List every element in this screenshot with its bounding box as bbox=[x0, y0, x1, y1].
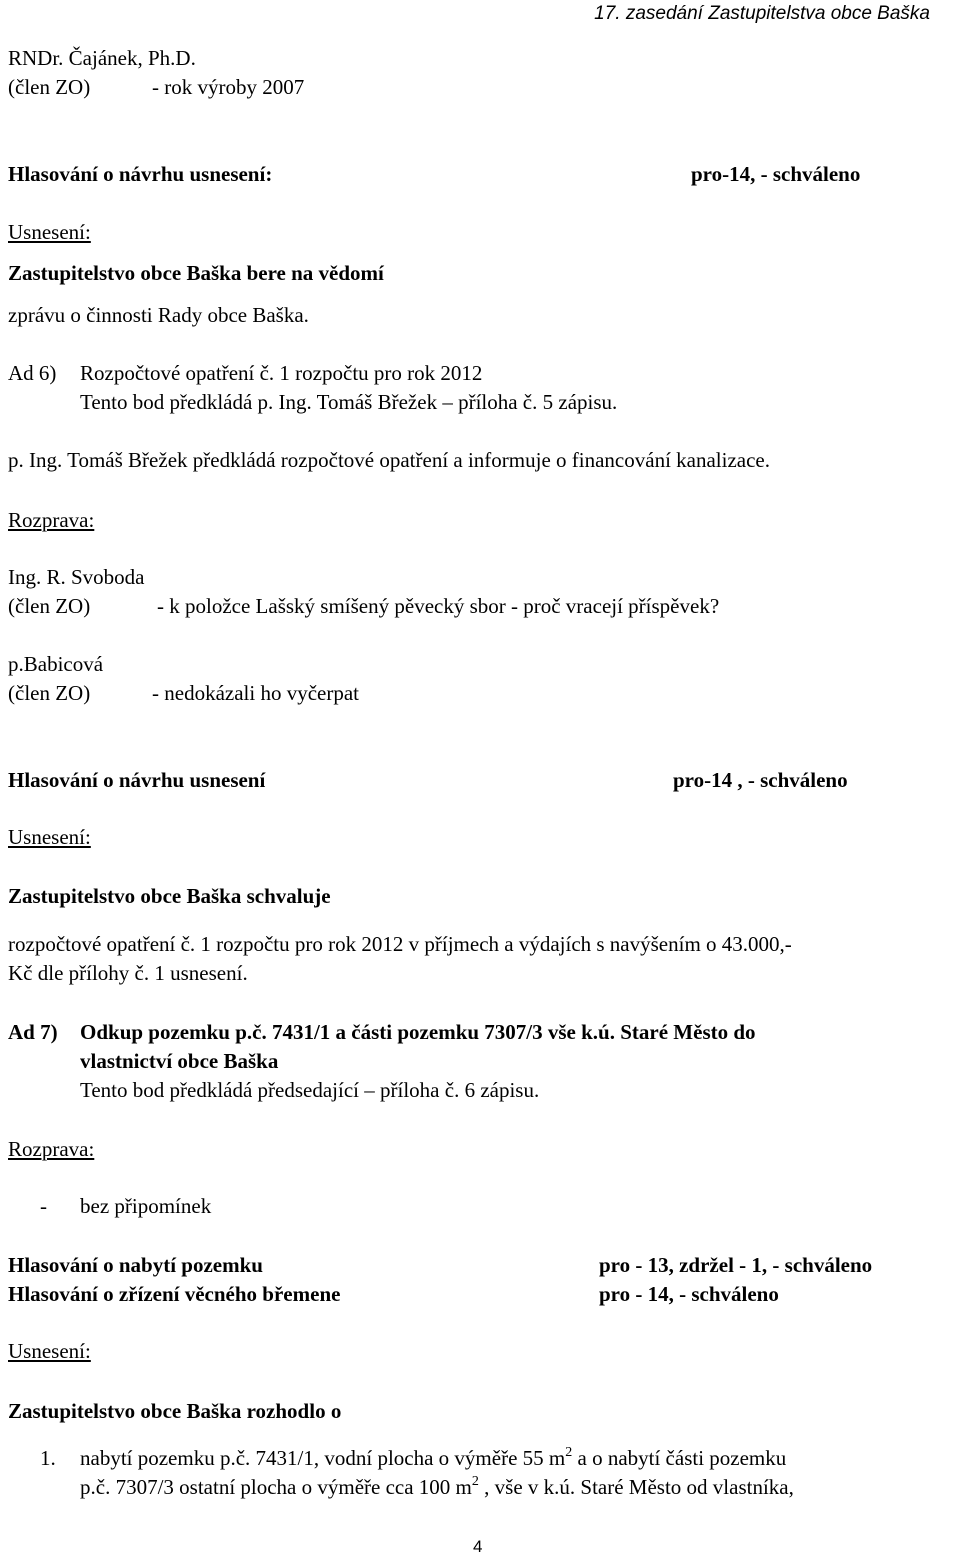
vote-result: pro - 13, zdržel - 1, - schváleno bbox=[599, 1253, 873, 1277]
speaker-comment: - nedokázali ho vyčerpat bbox=[152, 681, 359, 705]
discussion-label: Rozprava: bbox=[8, 1137, 95, 1161]
resolution-text: zprávu o činnosti Rady obce Baška. bbox=[8, 303, 309, 327]
resolution-label: Usnesení: bbox=[8, 220, 91, 244]
vote-result: pro-14, - schváleno bbox=[691, 162, 861, 186]
resolution-title: Zastupitelstvo obce Baška schvaluje bbox=[8, 884, 331, 908]
discussion-text: bez připomínek bbox=[80, 1194, 212, 1218]
vote-result: pro - 14, - schváleno bbox=[599, 1282, 779, 1306]
speaker-name: p.Babicová bbox=[8, 652, 104, 676]
speaker-remark: - rok výroby 2007 bbox=[152, 75, 305, 99]
speaker-name: RNDr. Čajánek, Ph.D. bbox=[8, 46, 196, 70]
agenda-item-presenter: Tento bod předkládá předsedající – příloha č. 6 zápisu. bbox=[80, 1078, 540, 1102]
vote-label: Hlasování o návrhu usnesení: bbox=[8, 162, 273, 186]
resolution-label: Usnesení: bbox=[8, 1339, 91, 1363]
page-number: 4 bbox=[473, 1537, 483, 1556]
agenda-item-presenter: Tento bod předkládá p. Ing. Tomáš Břežek – příloha č. 5 zápisu. bbox=[80, 390, 618, 414]
vote-label: Hlasování o nabytí pozemku bbox=[8, 1253, 263, 1277]
speaker-comment: - k položce Lašský smíšený pěvecký sbor - proč vracejí příspěvek? bbox=[157, 594, 720, 618]
agenda-item-number: Ad 6) bbox=[8, 361, 57, 385]
vote-label: Hlasování o návrhu usnesení bbox=[8, 768, 266, 792]
resolution-title: Zastupitelstvo obce Baška rozhodlo o bbox=[8, 1399, 342, 1423]
speaker-role: (člen ZO) bbox=[8, 594, 91, 618]
agenda-item-intro: p. Ing. Tomáš Břežek předkládá rozpočtové opatření a informuje o financování kanalizace. bbox=[8, 448, 770, 472]
discussion-dash: - bbox=[40, 1194, 47, 1218]
resolution-text-line-2: Kč dle přílohy č. 1 usnesení. bbox=[8, 961, 248, 985]
list-item-number: 1. bbox=[40, 1446, 56, 1470]
agenda-item-title-line-1: Odkup pozemku p.č. 7431/1 a části pozemku 7307/3 vše k.ú. Staré Město do bbox=[80, 1020, 756, 1044]
list-item-line-1: nabytí pozemku p.č. 7431/1, vodní plocha o výměře 55 $m^2$ a o nabytí části pozemku bbox=[80, 1445, 787, 1470]
discussion-label: Rozprava: bbox=[8, 508, 95, 532]
vote-result: pro-14 , - schváleno bbox=[673, 768, 848, 792]
vote-label: Hlasování o zřízení věcného břemene bbox=[8, 1282, 341, 1306]
speaker-role: (člen ZO) bbox=[8, 681, 91, 705]
resolution-text-line-1: rozpočtové opatření č. 1 rozpočtu pro rok 2012 v příjmech a výdajích s navýšením o 43.000,- bbox=[8, 932, 792, 956]
agenda-item-title-line-2: vlastnictví obce Baška bbox=[80, 1049, 279, 1073]
page-header: 17. zasedání Zastupitelstva obce Baška bbox=[594, 3, 930, 24]
agenda-item-number: Ad 7) bbox=[8, 1020, 58, 1044]
list-item-line-2: p.č. 7307/3 ostatní plocha o výměře cca 100 $m^2$ , vše v k.ú. Staré Město od vlastníka, bbox=[80, 1474, 794, 1499]
speaker-name: Ing. R. Svoboda bbox=[8, 565, 145, 589]
speaker-role: (člen ZO) bbox=[8, 75, 91, 99]
resolution-label: Usnesení: bbox=[8, 825, 91, 849]
resolution-title: Zastupitelstvo obce Baška bere na vědomí bbox=[8, 261, 384, 285]
agenda-item-title: Rozpočtové opatření č. 1 rozpočtu pro rok 2012 bbox=[80, 361, 483, 385]
